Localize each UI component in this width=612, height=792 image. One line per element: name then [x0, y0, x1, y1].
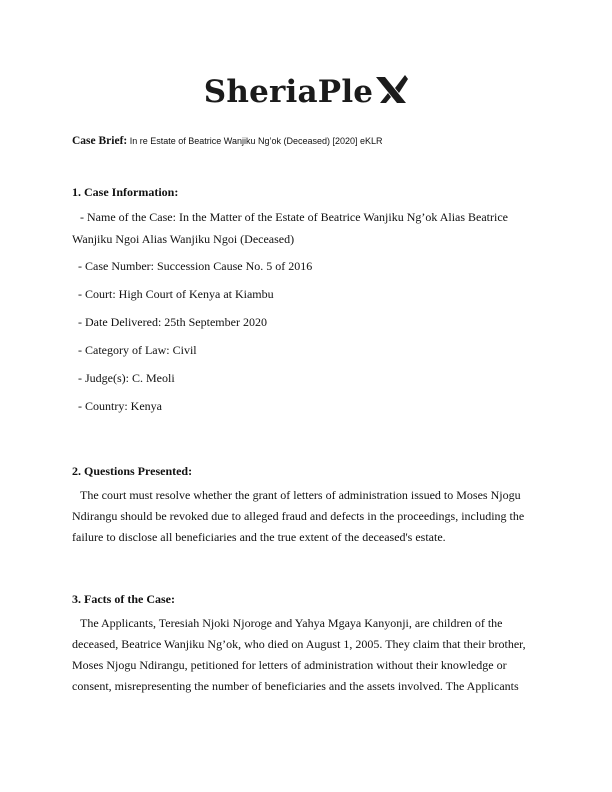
court-item: - Court: High Court of Kenya at Kiambu — [78, 287, 274, 301]
facts-section — [72, 592, 544, 697]
section-heading: 1. Case Information: — [72, 185, 179, 199]
questions-presented-text: The court must resolve whether the grant of letters of administration issued to Moses Njogu Ndirangu should be revoked due to alleged fraud and defects in the proceedings, including the failure to disclose all beneficiaries and the true extent of the deceased's estate. — [72, 488, 525, 544]
case-brief-line — [72, 134, 542, 149]
questions-presented-section — [72, 464, 544, 548]
section-heading: 2. Questions Presented: — [72, 464, 193, 478]
case-number-item: - Case Number: Succession Cause No. 5 of 2016 — [78, 259, 313, 273]
case-information-section — [72, 185, 544, 420]
section-heading: 3. Facts of the Case: — [72, 592, 175, 606]
facts-text: The Applicants, Teresiah Njoki Njoroge and Yahya Mgaya Kanyonji, are children of the deceased, Beatrice Wanjiku Ng’ok, who died on August 1, 2005. They claim that their brother, Moses Njogu Ndirangu, petitioned for letters of administration without their knowledge or consent, misrepresenting the number of beneficiaries and the assets involved. The Applicants — [72, 616, 526, 693]
x-mark-icon — [374, 73, 408, 107]
logo-text: SheriaPle — [203, 74, 374, 110]
country-item: - Country: Kenya — [78, 399, 162, 413]
judges-item: - Judge(s): C. Meoli — [78, 371, 175, 385]
case-name-item: - Name of the Case: In the Matter of the Estate of Beatrice Wanjiku Ng’ok Alias Beatrice Wanjiku Ngoi Alias Wanjiku Ngoi (Deceased) — [72, 210, 508, 246]
case-brief-label: Case Brief: — [72, 135, 128, 147]
date-delivered-item: - Date Delivered: 25th September 2020 — [78, 315, 267, 329]
category-item: - Category of Law: Civil — [78, 343, 197, 357]
case-brief-title: In re Estate of Beatrice Wanjiku Ng’ok (Deceased) [2020] eKLR — [129, 136, 383, 146]
sheriaplex-logo — [0, 74, 612, 122]
